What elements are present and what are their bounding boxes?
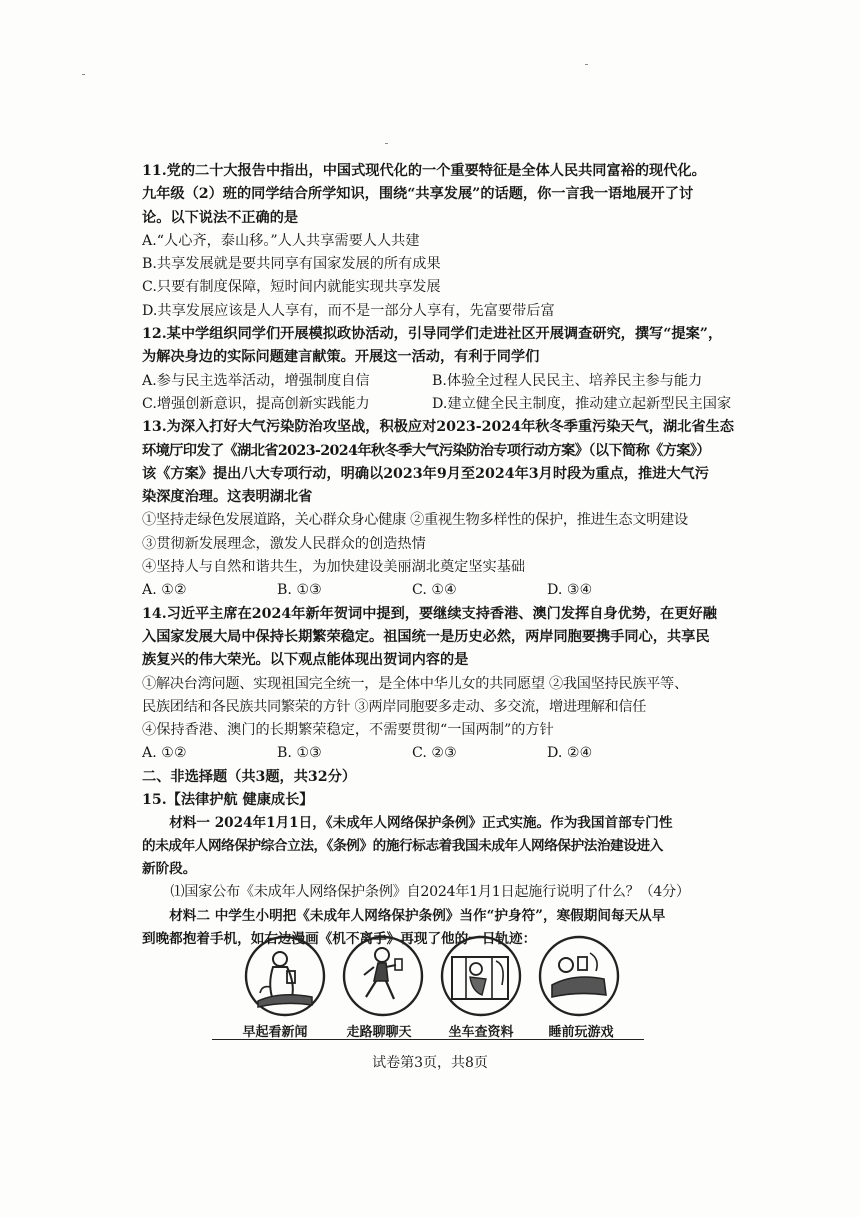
question-11-line: 论。以下说法不正确的是 (142, 209, 299, 226)
option-d: D. ②④ (547, 745, 593, 762)
option-b: B.体验全过程人民民主、培养民主参与能力 (432, 372, 703, 389)
option-d: D. ③④ (547, 582, 593, 599)
option-a: A. ①② (142, 745, 187, 762)
options-row (142, 579, 752, 602)
material-one-line: 材料一 2024年1月1日，《未成年人网络保护条例》正式实施。作为我国首部专门性 (169, 815, 673, 832)
comic-caption: 早起看新闻 (242, 1025, 308, 1040)
question-12 (142, 323, 752, 416)
comic-caption: 睡前玩游戏 (548, 1025, 614, 1040)
question-11 (142, 160, 752, 323)
comic-panel-bus (436, 935, 526, 1017)
scan-speck (585, 64, 588, 65)
question-11-line: 11.党的二十大报告中指出，中国式现代化的一个重要特征是全体人民共同富裕的现代化。 (142, 163, 706, 179)
question-14-line: 入国家发展大局中保持长期繁荣稳定。祖国统一是历史必然，两岸同胞要携手同心，共享民 (142, 628, 710, 645)
comic-panel-news (240, 935, 330, 1017)
exam-content (142, 160, 752, 951)
material-two-line: 到晚都抱着手机，如右边漫画《机不离手》再现了他的一日轨迹： (142, 930, 537, 947)
material-one-line: 的未成年人网络保护综合立法，《条例》的施行标志着我国未成年人网络保护法治建设进入 (142, 838, 663, 855)
question-13-line: 环境厅印发了《湖北省2023-2024年秋冬季大气污染防治专项行动方案》（以下简称《方案》） (142, 442, 711, 459)
comic-panel-walking (338, 935, 428, 1017)
options-row (142, 370, 752, 393)
question-12-line: 12.某中学组织同学们开展模拟政协活动，引导同学们走进社区开展调查研究，撰写“提案”， (142, 326, 723, 343)
option-b: B.共享发展就是要共同享有国家发展的所有成果 (142, 256, 441, 273)
option-a: A.参与民主选举活动，增强制度自信 (142, 372, 370, 389)
option-b: B. ①③ (277, 745, 322, 762)
question-13-line: 13.为深入打好大气污染防治攻坚战，积极应对2023-2024年秋冬季重污染天气，湖北省生态 (142, 419, 734, 436)
person-on-bus-phone-icon (436, 935, 526, 1017)
option-a: A.“人心齐，泰山移。”人人共享需要人人共建 (142, 232, 420, 249)
page-footer: 试卷第3页，共8页 (372, 1055, 488, 1071)
person-reading-phone-icon (240, 935, 330, 1017)
question-13-line: 染深度治理。这表明湖北省 (142, 489, 313, 506)
statement: 民族团结和各民族共同繁荣的方针 ③两岸同胞要多走动、多交流，增进理解和信任 (142, 698, 647, 715)
person-walking-phone-icon (338, 935, 428, 1017)
option-c: C.只要有制度保障，短时间内就能实现共享发展 (142, 279, 441, 296)
question-15-title: 15.【法律护航 健康成长】 (142, 792, 314, 809)
section-title: 二、非选择题（共3题，共32分） (142, 768, 357, 785)
comic-strip (212, 935, 644, 1045)
statement: ④保持香港、澳门的长期繁荣稳定，不需要贯彻“一国两制”的方针 (142, 722, 554, 739)
option-c: C. ②③ (412, 745, 457, 762)
statement: ①解决台湾问题、实现祖国完全统一，是全体中华儿女的共同愿望 ②我国坚持民族平等、 (142, 675, 688, 692)
options-row (142, 393, 752, 416)
comic-panel-bedtime (534, 935, 624, 1017)
option-d: D.共享发展应该是人人享有，而不是一部分人享有，先富要带后富 (142, 302, 555, 319)
option-d: D.建立健全民主制度，推动建立起新型民主国家 (432, 395, 732, 412)
option-c: C.增强创新意识，提高创新实践能力 (142, 395, 370, 412)
sub-question-1: ⑴国家公布《未成年人网络保护条例》自2024年1月1日起施行说明了什么？（4分） (170, 884, 690, 901)
scan-speck (385, 143, 388, 144)
question-14-line: 14.习近平主席在2024年新年贺词中提到，要继续支持香港、澳门发挥自身优势，在更好融 (142, 605, 717, 622)
comic-baseline (212, 1039, 644, 1040)
material-one-line: 新阶段。 (142, 861, 197, 878)
option-a: A. ①② (142, 582, 187, 599)
question-13-line: 该《方案》提出八大专项行动，明确以2023年9月至2024年3月时段为重点，推进大气污 (142, 465, 709, 482)
comic-caption: 走路聊聊天 (346, 1025, 412, 1040)
statement: ③贯彻新发展理念，激发人民群众的创造热情 (142, 535, 426, 552)
question-11-line: 九年级（2）班的同学结合所学知识，围绕“共享发展”的话题，你一言我一语地展开了讨 (142, 186, 694, 203)
question-13 (142, 416, 752, 602)
question-14 (142, 603, 752, 766)
question-14-line: 族复兴的伟大荣光。以下观点能体现出贺词内容的是 (142, 652, 469, 669)
person-in-bed-phone-icon (534, 935, 624, 1017)
option-c: C. ①④ (412, 582, 457, 599)
question-15 (142, 789, 752, 951)
statement: ④坚持人与自然和谐共生，为加快建设美丽湖北奠定坚实基础 (142, 559, 526, 576)
options-row (142, 742, 752, 765)
question-12-line: 为解决身边的实际问题建言献策。开展这一活动，有利于同学们 (142, 349, 540, 366)
material-two-line: 材料二 中学生小明把《未成年人网络保护条例》当作“护身符”，寒假期间每天从早 (169, 907, 666, 924)
statement: ①坚持走绿色发展道路，关心群众身心健康 ②重视生物多样性的保护，推进生态文明建设 (142, 512, 688, 529)
comic-caption: 坐车查资料 (448, 1025, 514, 1040)
scan-speck (82, 74, 85, 75)
option-b: B. ①③ (277, 582, 322, 599)
